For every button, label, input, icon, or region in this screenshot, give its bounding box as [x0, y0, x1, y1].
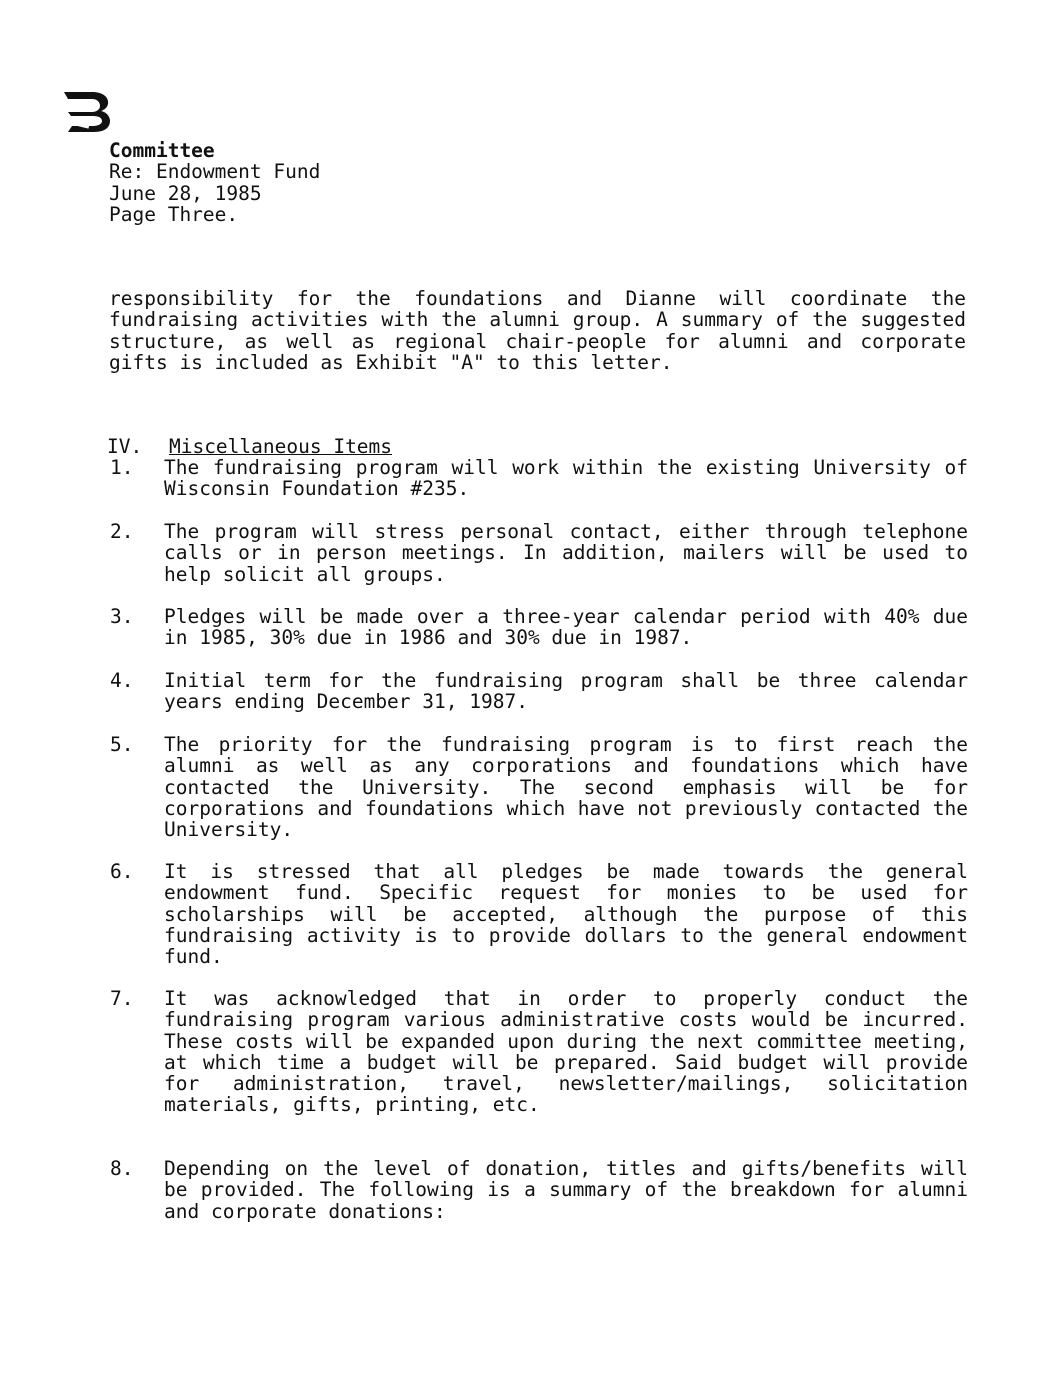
- intro-text: responsibility for the foundations and Dianne will coordinate the fundraising activities with the alumni group. A summary of the suggested structure, as well as regional chair-people for alumni and corporate gifts is included as Exhibit "A" to this letter.: [109, 287, 966, 374]
- list-item-number: 5.: [110, 733, 134, 756]
- header-subject: Re: Endowment Fund: [109, 160, 321, 184]
- list-item-2: [110, 521, 968, 585]
- list-item-7: [110, 988, 968, 1116]
- list-item-text: Initial term for the fundraising program shall be three calendar years ending December 31, 1987.: [164, 669, 968, 714]
- list-item-3: [110, 606, 968, 649]
- list-item-text: Depending on the level of donation, titles and gifts/benefits will be provided. The following is a summary of the breakdown for alumni and corporate donations:: [164, 1157, 968, 1223]
- list-item-number: 3.: [110, 605, 134, 628]
- section-number: IV.: [106, 435, 143, 459]
- list-item-text: Pledges will be made over a three-year calendar period with 40% due in 1985, 30% due in 1986 and 30% due in 1987.: [164, 605, 968, 650]
- list-item-text: The priority for the fundraising program is to first reach the alumni as well as any corporations and foundations which have contacted the University. The second emphasis will be for corporations and foundations which have not previously contacted the University.: [164, 733, 968, 842]
- intro-paragraph: [109, 288, 966, 373]
- list-item-number: 8.: [110, 1157, 134, 1180]
- list-item-number: 1.: [110, 456, 134, 479]
- list-item-number: 4.: [110, 669, 134, 692]
- header-page-number: Page Three.: [109, 202, 239, 226]
- list-item-text: The fundraising program will work within the existing University of Wisconsin Foundation #235.: [164, 456, 968, 501]
- list-item-text: It is stressed that all pledges be made towards the general endowment fund. Specific request for monies to be used for scholarships will be accepted, although the purpose of this fundraising activity is to provide dollars to the general endowment fund.: [164, 860, 968, 969]
- list-item-number: 2.: [110, 520, 134, 543]
- list-item-4: [110, 670, 968, 713]
- list-item-text: It was acknowledged that in order to properly conduct the fundraising program various administrative costs would be incurred. These costs will be expanded upon during the next committee meeting, at which time a budget will be prepared. Said budget will provide for administration, travel, newsletter/mailings, solicitation materials, gifts, printing, etc.: [164, 987, 968, 1117]
- list-item-text: The program will stress personal contact, either through telephone calls or in person meetings. In addition, mailers will be used to help solicit all groups.: [164, 520, 968, 586]
- list-item-1: [110, 457, 968, 500]
- list-item-8: [110, 1158, 968, 1222]
- header-date: June 28, 1985: [109, 181, 262, 205]
- letter-header: [109, 140, 320, 225]
- list-item-6: [110, 861, 968, 967]
- list-item-number: 6.: [110, 860, 134, 883]
- section-title: Miscellaneous Items: [168, 435, 393, 459]
- list-item-number: 7.: [110, 987, 134, 1010]
- letterhead-logo: [62, 88, 112, 134]
- list-item-5: [110, 734, 968, 840]
- header-addressee: Committee: [109, 139, 215, 162]
